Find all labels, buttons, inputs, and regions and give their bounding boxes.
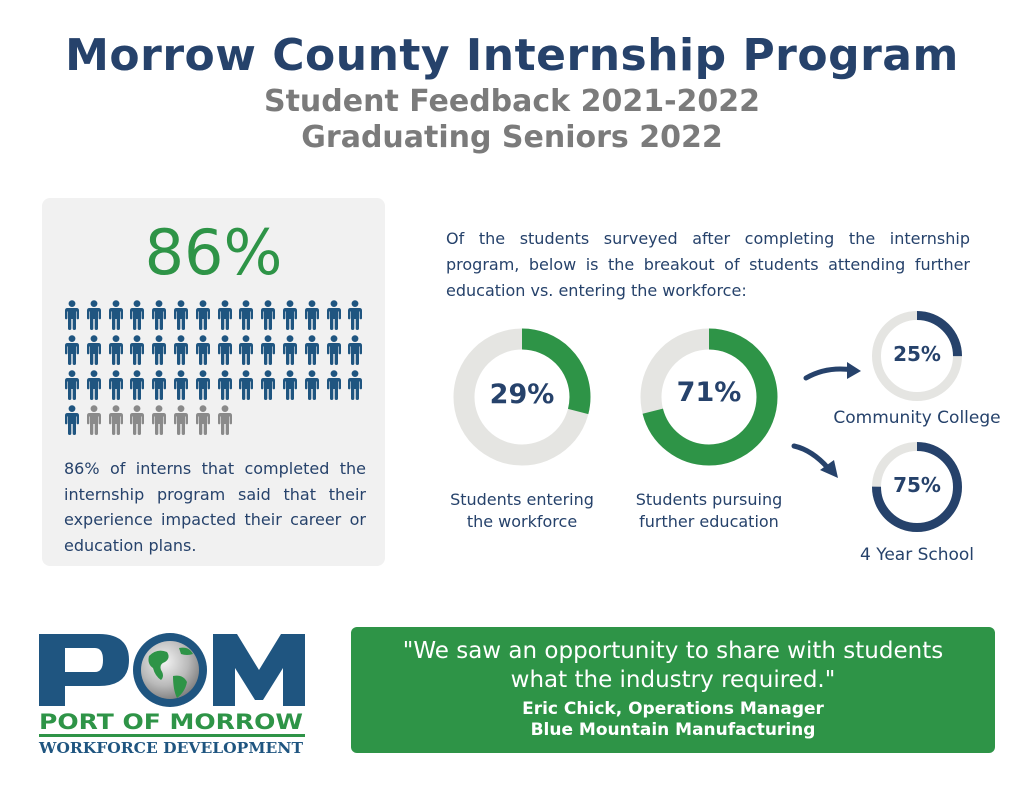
four-year-caption: 4 Year School: [859, 545, 975, 565]
person-icon: [304, 300, 320, 330]
person-icon: [260, 370, 276, 400]
person-icon: [129, 335, 145, 365]
arrow-to-four-year: [790, 440, 846, 484]
person-icon: [326, 370, 342, 400]
attribution-line2: Blue Mountain Manufacturing: [530, 720, 816, 740]
education-caption-line2: further education: [639, 512, 779, 531]
person-icon: [326, 300, 342, 330]
community-college-caption: Community College: [833, 408, 1001, 428]
logo-line1: PORT OF MORROW: [39, 710, 303, 734]
person-icon: [217, 405, 233, 435]
person-icon: [151, 405, 167, 435]
person-icon: [173, 300, 189, 330]
person-icon: [86, 405, 102, 435]
person-icon: [217, 300, 233, 330]
person-icon: [173, 405, 189, 435]
arrow-to-community-college: [803, 358, 865, 384]
education-percent: 71%: [676, 377, 742, 408]
person-icon: [151, 370, 167, 400]
person-icon: [108, 335, 124, 365]
person-icon: [347, 335, 363, 365]
impact-panel: [42, 198, 385, 566]
person-icon: [108, 300, 124, 330]
person-icon: [282, 370, 298, 400]
person-icon: [151, 335, 167, 365]
person-icon: [260, 335, 276, 365]
education-caption-line1: Students pursuing: [635, 490, 783, 509]
person-icon: [238, 335, 254, 365]
person-icon: [108, 405, 124, 435]
person-icon: [129, 370, 145, 400]
person-icon: [64, 335, 80, 365]
person-icon: [347, 370, 363, 400]
page-title: Morrow County Internship Program: [65, 30, 959, 81]
pom-letters: [39, 633, 305, 707]
person-icon: [173, 335, 189, 365]
person-icon: [173, 370, 189, 400]
impact-percent: 86%: [144, 216, 283, 289]
person-icon: [64, 370, 80, 400]
community-college-percent: 25%: [893, 342, 941, 366]
person-icon: [86, 300, 102, 330]
person-icon: [238, 370, 254, 400]
person-icon: [282, 300, 298, 330]
breakout-intro: Of the students surveyed after completing the internship program, below is the breakout of students attending further education vs. entering the workforce:: [446, 229, 970, 300]
person-icon: [129, 405, 145, 435]
arrow-head: [847, 362, 861, 379]
arrow-curve: [794, 446, 828, 468]
person-icon: [238, 300, 254, 330]
letter-m: [213, 634, 305, 706]
attribution-line1: Eric Chick, Operations Manager: [522, 699, 824, 719]
person-icon: [195, 370, 211, 400]
person-icon: [260, 300, 276, 330]
globe-icon: [141, 641, 199, 699]
arrow-curve: [806, 369, 853, 378]
person-icon: [64, 405, 80, 435]
person-icon: [304, 335, 320, 365]
logo-divider: [39, 734, 305, 737]
person-icon: [326, 335, 342, 365]
person-icon: [347, 300, 363, 330]
port-of-morrow-logo: [37, 630, 307, 760]
person-icon: [304, 370, 320, 400]
person-icon: [86, 335, 102, 365]
quote-line1: "We saw an opportunity to share with students: [402, 638, 944, 664]
testimonial-box: [351, 627, 995, 753]
four-year-percent: 75%: [893, 473, 941, 497]
impact-description: 86% of interns that completed the internship program said that their experience impacted their career or education plans.: [64, 459, 366, 555]
subtitle-seniors: Graduating Seniors 2022: [301, 120, 723, 155]
person-icon: [86, 370, 102, 400]
workforce-percent: 29%: [489, 379, 555, 410]
person-icon: [195, 405, 211, 435]
logo-line2: WORKFORCE DEVELOPMENT: [37, 739, 304, 757]
person-icon: [151, 300, 167, 330]
workforce-caption-line2: the workforce: [466, 512, 578, 531]
testimonial-attribution: [351, 699, 995, 741]
workforce-caption-line1: Students entering: [450, 490, 594, 509]
person-icon: [217, 370, 233, 400]
person-icon: [129, 300, 145, 330]
quote-line2: what the industry required.": [510, 667, 836, 693]
person-icon: [282, 335, 298, 365]
subtitle-feedback: Student Feedback 2021-2022: [263, 84, 761, 119]
person-icon: [108, 370, 124, 400]
person-icon: [195, 300, 211, 330]
testimonial-quote: [351, 637, 995, 695]
person-icon: [217, 335, 233, 365]
workforce-caption: [432, 489, 612, 533]
letter-p: [39, 634, 129, 706]
education-caption: [619, 489, 799, 533]
person-icon: [195, 335, 211, 365]
person-icon: [64, 300, 80, 330]
